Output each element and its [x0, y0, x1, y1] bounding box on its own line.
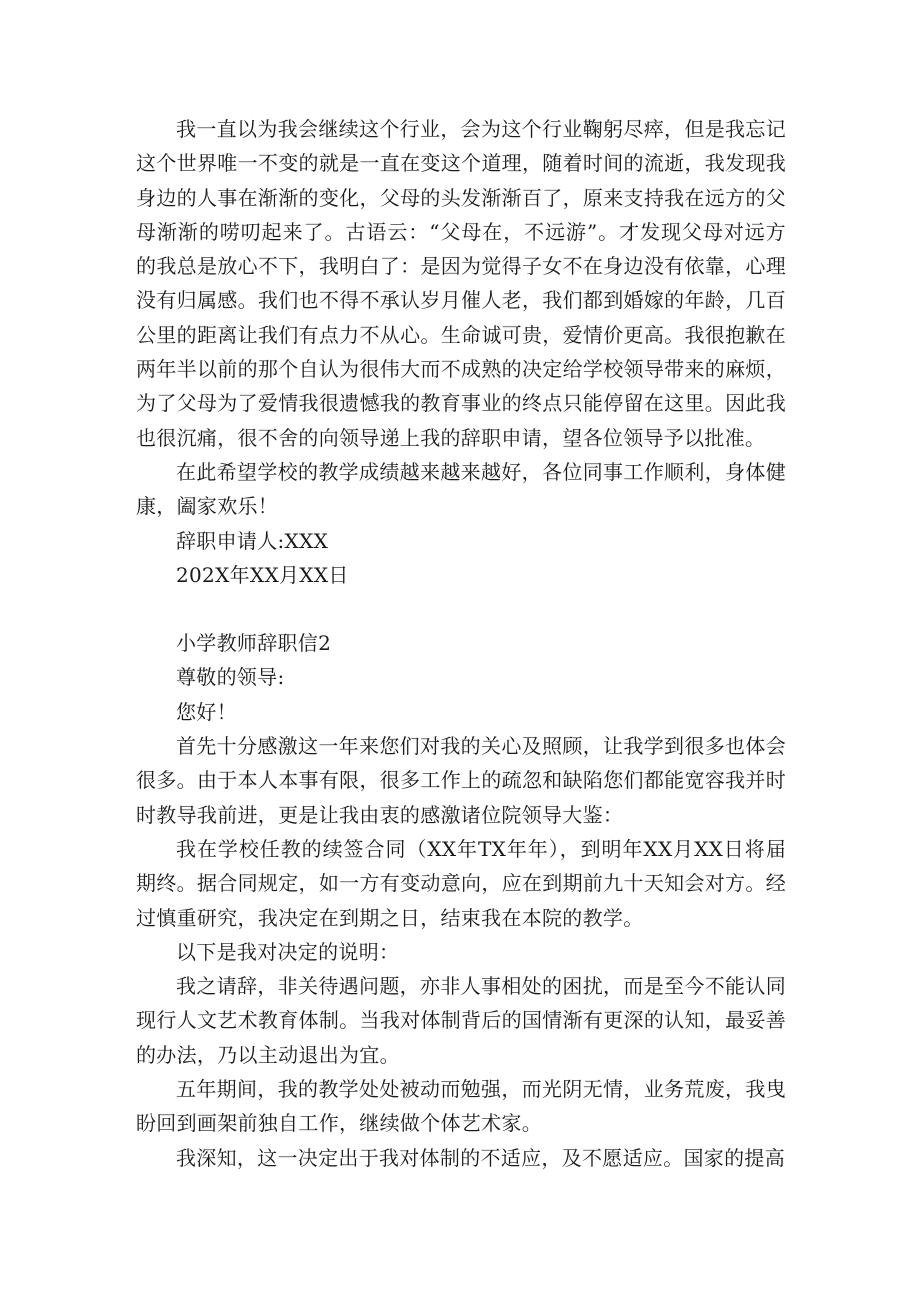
body-paragraph: 我深知，这一决定出于我对体制的不适应，及不愿适应。国家的提高 — [176, 1145, 785, 1170]
body-paragraph: 我在学校任教的续签合同（XX年TX年年），到明年XX月XX日将届期终。据合同规定，如一方有变动意向，应在到期前九十天知会对方。经过慎重研究，我决定在到期之日，结束我在本院的教学。 — [136, 836, 786, 930]
body-paragraph: 首先十分感激这一年来您们对我的关心及照顾，让我学到很多也体会很多。由于本人本事有限，很多工作上的疏忽和缺陷您们都能宽容我并时时教导我前进，更是让我由衷的感激诸位院领导大鉴： — [136, 734, 786, 827]
greeting: 您好！ — [176, 699, 237, 724]
date-line: 202X年XX月XX日 — [176, 562, 349, 587]
body-paragraph: 在此希望学校的教学成绩越来越来越好，各位同事工作顺利，身体健康，阖家欢乐！ — [136, 459, 786, 519]
section-gap — [136, 592, 786, 626]
body-paragraph: 以下是我对决定的说明： — [176, 939, 400, 964]
salutation: 尊敬的领导: — [176, 665, 285, 690]
body-paragraph: 五年期间，我的教学处处被动而勉强，而光阴无情，业务荒废，我曳盼回到画架前独自工作，继续做个体艺术家。 — [136, 1077, 786, 1136]
signature-line: 辞职申请人:XXX — [176, 528, 329, 553]
document-body — [136, 112, 786, 1175]
letter-title: 小学教师辞职信2 — [176, 631, 332, 656]
body-paragraph: 我之请辞，非关待遇问题，亦非人事相处的困扰，而是至今不能认同现行人文艺术教育体制。当我对体制背后的国情渐有更深的认知，最妥善的办法，乃以主动退出为宜。 — [136, 974, 786, 1067]
body-paragraph: 我一直以为我会继续这个行业，会为这个行业鞠躬尽瘁，但是我忘记这个世界唯一不变的就是一直在变这个道理，随着时间的流逝，我发现我身边的人事在渐渐的变化，父母的头发渐渐百了，原来支持我在远方的父母渐渐的唠叨起来了。古语云：“父母在，不远游”。才发现父母对远方的我总是放心不下，我明白了：是因为觉得子女不在身边没有依靠，心理没有归属感。我们也不得不承认岁月催人老，我们都到婚嫁的年龄，几百公里的距离让我们有点力不从心。生命诚可贵，爱情价更高。我很抱歉在两年半以前的那个自认为很伟大而不成熟的决定给学校领导带来的麻烦，为了父母为了爱情我很遗憾我的教育事业的终点只能停留在这里。因此我也很沉痛，很不舍的向领导递上我的辞职申请，望各位领导予以批准。 — [136, 117, 786, 450]
